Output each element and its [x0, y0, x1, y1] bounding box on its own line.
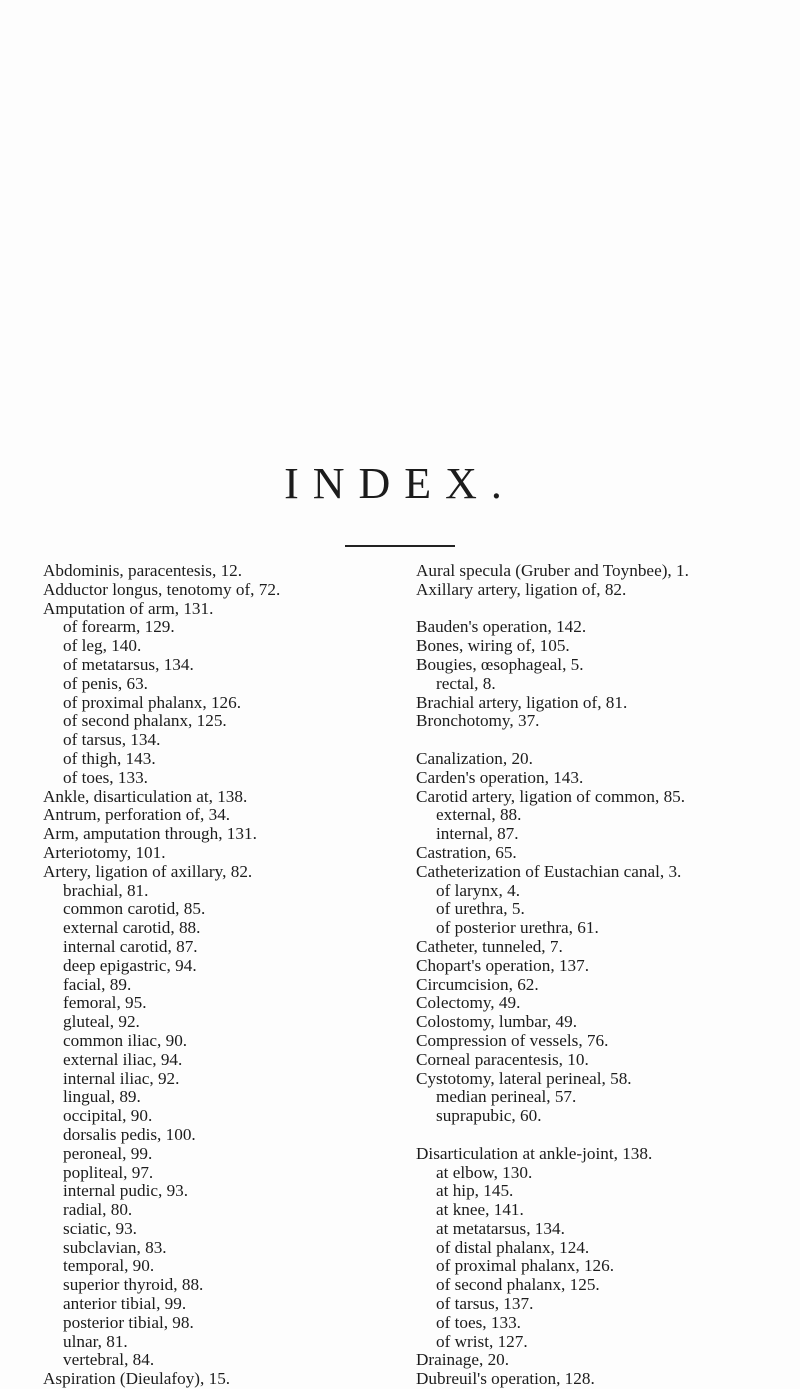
index-entry: Disarticulation at ankle-joint, 138.: [416, 1143, 653, 1163]
index-entry: Adductor longus, tenotomy of, 72.: [43, 579, 281, 599]
index-entry: Antrum, perforation of, 34.: [43, 805, 231, 825]
index-entry: Dubreuil's operation, 128.: [416, 1369, 595, 1389]
index-subentry: internal, 87.: [436, 824, 519, 844]
index-subentry: of toes, 133.: [436, 1312, 521, 1332]
index-entry: Brachial artery, ligation of, 81.: [416, 692, 628, 712]
index-subentry: peroneal, 99.: [63, 1143, 153, 1163]
index-subentry: common iliac, 90.: [63, 1030, 188, 1050]
index-subentry: radial, 80.: [63, 1200, 133, 1220]
index-subentry: of penis, 63.: [63, 673, 148, 693]
index-column-right: [416, 562, 786, 1389]
index-subentry: of tarsus, 137.: [436, 1294, 534, 1314]
index-subentry: sciatic, 93.: [63, 1218, 137, 1238]
index-subentry: internal iliac, 92.: [63, 1068, 180, 1088]
index-subentry: of larynx, 4.: [436, 880, 521, 900]
index-entry: Carden's operation, 143.: [416, 767, 584, 787]
index-entry: Catheterization of Eustachian canal, 3.: [416, 861, 682, 881]
index-subentry: of wrist, 127.: [436, 1331, 528, 1351]
index-subentry: at elbow, 130.: [436, 1162, 533, 1182]
index-subentry: femoral, 95.: [63, 993, 147, 1013]
index-subentry: gluteal, 92.: [63, 1012, 140, 1032]
title-divider: [345, 545, 455, 547]
index-subentry: of leg, 140.: [63, 636, 142, 656]
index-subentry: temporal, 90.: [63, 1256, 155, 1276]
index-subentry: of proximal phalanx, 126.: [63, 692, 242, 712]
index-subentry: of posterior urethra, 61.: [436, 918, 599, 938]
index-entry: Bauden's operation, 142.: [416, 617, 587, 637]
index-subentry: dorsalis pedis, 100.: [63, 1124, 196, 1144]
index-entry: Bougies, œsophageal, 5.: [416, 654, 584, 674]
index-entry: Arteriotomy, 101.: [43, 842, 166, 862]
index-entry: Aural specula (Gruber and Toynbee), 1.: [416, 561, 689, 580]
index-subentry: occipital, 90.: [63, 1106, 153, 1126]
index-subentry: of second phalanx, 125.: [63, 711, 227, 731]
index-subentry: at knee, 141.: [436, 1200, 524, 1220]
index-subentry: of metatarsus, 134.: [63, 654, 194, 674]
index-subentry: of urethra, 5.: [436, 899, 525, 919]
page-title: INDEX.: [284, 459, 516, 508]
index-entry: Arm, amputation through, 131.: [43, 824, 257, 844]
index-entry: Abdominis, paracentesis, 12.: [43, 561, 243, 580]
index-subentry: of second phalanx, 125.: [436, 1275, 600, 1295]
index-subentry: median perineal, 57.: [436, 1087, 577, 1107]
index-column-left: [43, 562, 413, 1389]
index-subentry: external carotid, 88.: [63, 918, 201, 938]
index-subentry: of toes, 133.: [63, 767, 148, 787]
index-entry: Circumcision, 62.: [416, 974, 539, 994]
index-subentry: of forearm, 129.: [63, 617, 175, 637]
index-subentry: common carotid, 85.: [63, 899, 206, 919]
index-subentry: at hip, 145.: [436, 1181, 514, 1201]
index-entry: Colectomy, 49.: [416, 993, 521, 1013]
index-subentry: internal carotid, 87.: [63, 936, 198, 956]
index-subentry: subclavian, 83.: [63, 1237, 167, 1257]
index-subentry: external, 88.: [436, 805, 522, 825]
index-subentry: popliteal, 97.: [63, 1162, 154, 1182]
index-entry: Amputation of arm, 131.: [43, 598, 214, 618]
index-subentry: suprapubic, 60.: [436, 1106, 542, 1126]
index-entry: Corneal paracentesis, 10.: [416, 1049, 589, 1069]
index-entry: Catheter, tunneled, 7.: [416, 936, 563, 956]
index-entry: Aspiration (Dieulafoy), 15.: [43, 1369, 231, 1389]
index-subentry: anterior tibial, 99.: [63, 1294, 187, 1314]
index-entry: Bones, wiring of, 105.: [416, 636, 570, 656]
index-entry: Castration, 65.: [416, 842, 517, 862]
index-subentry: of distal phalanx, 124.: [436, 1237, 590, 1257]
index-subentry: rectal, 8.: [436, 673, 496, 693]
index-entry: Compression of vessels, 76.: [416, 1030, 609, 1050]
index-subentry: of tarsus, 134.: [63, 730, 161, 750]
index-subentry: superior thyroid, 88.: [63, 1275, 204, 1295]
index-subentry: ulnar, 81.: [63, 1331, 128, 1351]
index-subentry: facial, 89.: [63, 974, 132, 994]
index-subentry: deep epigastric, 94.: [63, 955, 197, 975]
index-entry: Carotid artery, ligation of common, 85.: [416, 786, 686, 806]
index-entry: Chopart's operation, 137.: [416, 955, 590, 975]
index-subentry: internal pudic, 93.: [63, 1181, 189, 1201]
index-entry: Cystotomy, lateral perineal, 58.: [416, 1068, 632, 1088]
index-entry: Bronchotomy, 37.: [416, 711, 540, 731]
index-subentry: lingual, 89.: [63, 1087, 141, 1107]
index-subentry: at metatarsus, 134.: [436, 1218, 565, 1238]
index-subentry: vertebral, 84.: [63, 1350, 155, 1370]
index-subentry: brachial, 81.: [63, 880, 149, 900]
index-subentry: external iliac, 94.: [63, 1049, 183, 1069]
index-entry: Colostomy, lumbar, 49.: [416, 1012, 577, 1032]
index-subentry: posterior tibial, 98.: [63, 1312, 194, 1332]
index-subentry: of proximal phalanx, 126.: [436, 1256, 615, 1276]
index-entry: Axillary artery, ligation of, 82.: [416, 579, 627, 599]
index-entry: Drainage, 20.: [416, 1350, 510, 1370]
index-subentry: of thigh, 143.: [63, 748, 156, 768]
index-entry: Ankle, disarticulation at, 138.: [43, 786, 248, 806]
index-entry: Canalization, 20.: [416, 748, 533, 768]
index-entry: Artery, ligation of axillary, 82.: [43, 861, 253, 881]
